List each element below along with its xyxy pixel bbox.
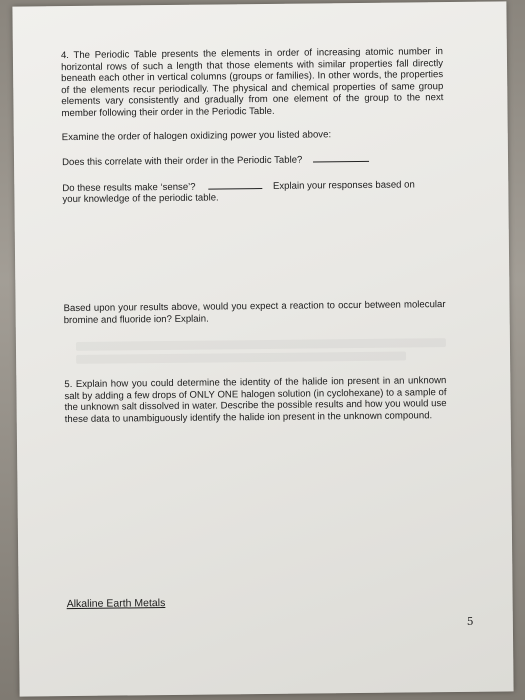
correlate-answer-blank[interactable] [313, 153, 369, 163]
correlate-question [62, 153, 369, 169]
question-5: 5. Explain how you could determine the identity of the halide ion present in an unknown salt by adding a few drops of ONLY ONE halogen solution (in cyclohexane) to a sample of the unknown salt dissolved in water. Describe the possible results and how you would use these data to unambiguously identify the halide ion present in the unknown compound. [64, 375, 447, 425]
question-4-intro: 4. The Periodic Table presents the elements in order of increasing atomic number in horizontal rows of such a length that those elements with similar properties fall directly beneath each other in vertical columns (groups or families). In other words, the properties of the elements recur periodically. The physical and chemical properties of same group elements vary consistently and gradually from one element of the group to the next member following their order in the Periodic Table. [60, 46, 444, 120]
bleed-through-mark [76, 352, 406, 364]
knowledge-text: your knowledge of the periodic table. [62, 192, 219, 206]
page-number: 5 [466, 615, 474, 628]
sense-question [62, 178, 415, 194]
sense-answer-blank[interactable] [208, 180, 262, 190]
correlate-text: Does this correlate with their order in the Periodic Table? [61, 154, 303, 169]
sense-text: Do these results make ‘sense’? [62, 181, 196, 195]
section-heading: Alkaline Earth Metals [66, 597, 166, 611]
explain-text: Explain your responses based on [272, 179, 415, 192]
worksheet-page [12, 1, 513, 696]
bromine-question: Based upon your results above, would you expect a reaction to occur between molecular bromine and fluoride ion? Explain. [63, 299, 446, 326]
bleed-through-mark [76, 338, 446, 351]
examine-prompt: Examine the order of halogen oxidizing power you listed above: [61, 129, 332, 144]
